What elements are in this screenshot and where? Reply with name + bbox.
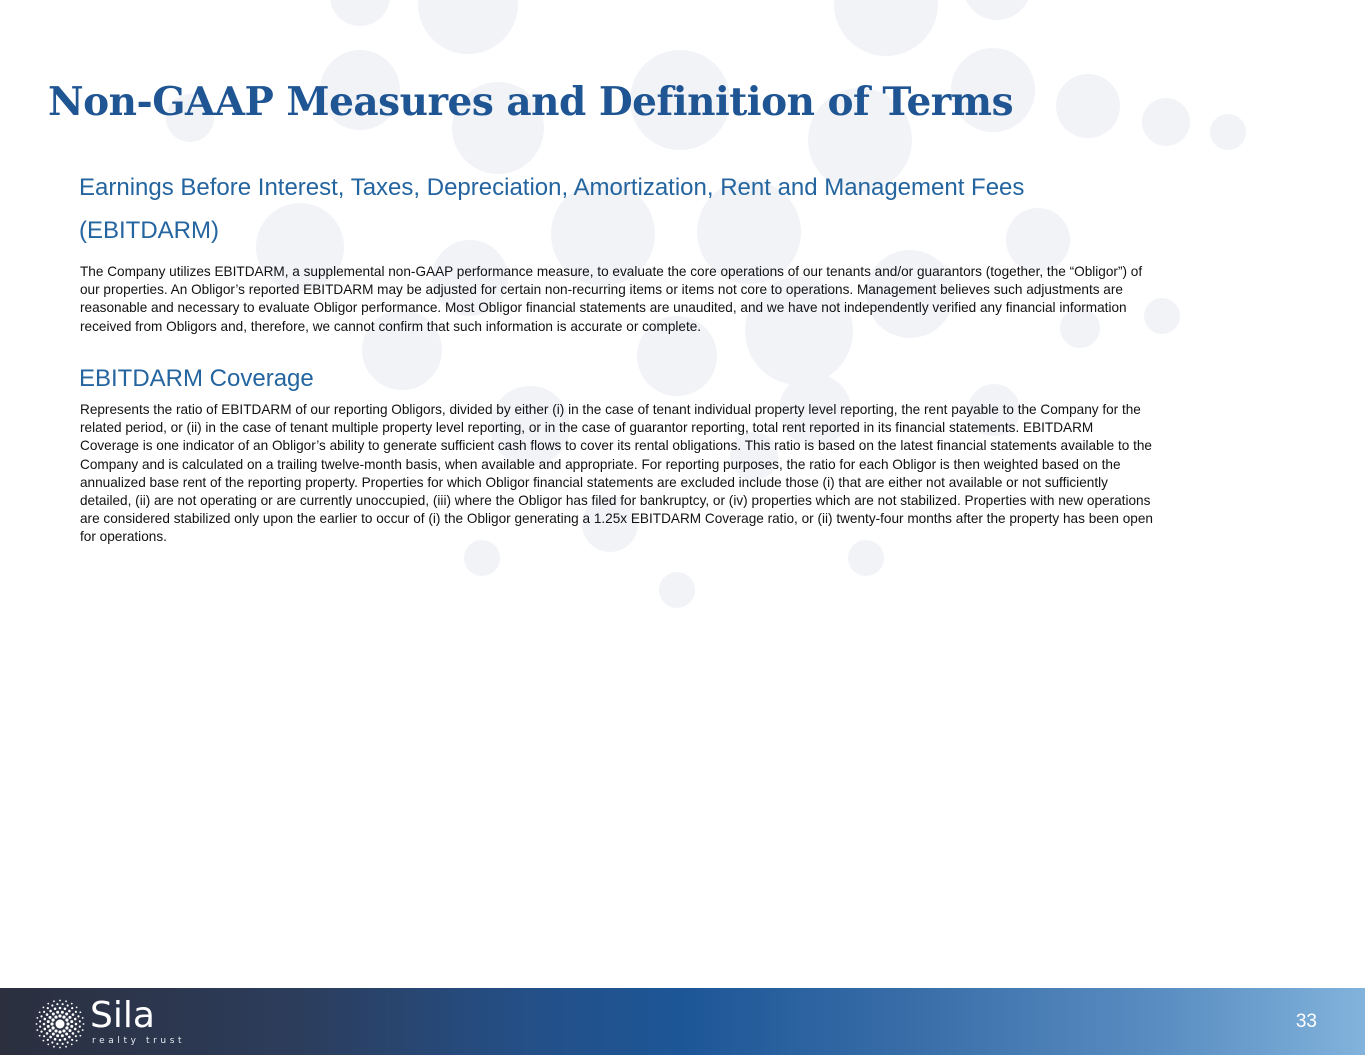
logo-ray-dot xyxy=(58,1030,61,1033)
logo-ray-dot xyxy=(77,1031,79,1033)
logo-ray-dot xyxy=(65,1013,68,1016)
logo-ray-dot xyxy=(56,1011,59,1014)
logo-ray-dot xyxy=(54,1007,57,1010)
section-heading-ebitdarm: Earnings Before Interest, Taxes, Depreciation, Amortization, Rent and Management Fees (EBITDARM) xyxy=(79,174,1025,244)
logo-ray-dot xyxy=(79,1026,81,1028)
logo-ray-dot xyxy=(52,1032,55,1035)
logo-ray-dot xyxy=(51,1018,54,1021)
logo-ray-dot xyxy=(54,1038,57,1041)
logo-ray-dot xyxy=(65,1018,68,1021)
logo-ray-dot xyxy=(47,1025,50,1028)
section-heading-ebitdarm-coverage: EBITDARM Coverage xyxy=(79,365,314,392)
logo-ray-dot xyxy=(53,1000,55,1002)
logo-ray-dot xyxy=(51,1041,53,1043)
section-body-ebitdarm: The Company utilizes EBITDARM, a supplemental non-GAAP performance measure, to evaluate the core operations of our tenants and/or guarantors (together, the “Obligor”) of our properties. An Obligor’s reported EBITDARM may be adjusted for certain non-recurring items or items not core to operations. Management believes such adjustments are reasonable and necessary to evaluate Obligor performance. Most Obligor financial statements are unaudited, and we have not independently verified any financial information received from Obligors and, therefore, we cannot confirm that such information is accurate or complete. xyxy=(80,264,1143,334)
logo-ray-dot xyxy=(79,1035,81,1037)
logo-ray-dot xyxy=(65,1000,67,1002)
logo-ray-dot xyxy=(59,1039,62,1042)
logo-ray-dot xyxy=(74,1018,77,1021)
logo-ray-dot xyxy=(71,1007,73,1009)
logo-ray-dot xyxy=(40,1031,42,1033)
section-body-ebitdarm-coverage: Represents the ratio of EBITDARM of our reporting Obligors, divided by either (i) in the case of tenant individual property level reporting, the rent payable to the Company for the related period, or (ii) in the case of tenant multiple property level reporting, or in the case of guarantor reporting, total rent reported in its financial statements. EBITDARM Coverage is one indicator of an Obligor’s ability to generate sufficient cash flows to cover its rental obligations. This ratio is based on the latest financial statements available to the Company and is calculated on a trailing twelve-month basis, when available and appropriate. For reporting purposes, the ratio for each Obligor is then weighted based on the annualized base rent of the reporting property. Properties for which Obligor financial statements are excluded include those (i) that are either not available or not sufficiently detailed, (ii) are not operating or are currently unoccupied, (iii) where the Obligor has filed for bankruptcy, or (iv) properties which are not stabilized. Properties with new operations are considered stabilized only upon the earlier to occur of (i) the Obligor generating a 1.25x EBITDARM Coverage ratio, or (ii) twenty-four months after the property has been open for operations. xyxy=(80,402,1153,545)
logo-ray-dot xyxy=(62,1003,64,1005)
logo-ray-dot xyxy=(68,1029,71,1032)
logo-ray-dot xyxy=(51,1026,54,1029)
logo-ray-dot xyxy=(56,1003,58,1005)
footer-bar xyxy=(0,988,1365,1055)
logo-ray-dot xyxy=(75,1035,77,1037)
logo-ray-dot xyxy=(53,1046,55,1048)
logo-ray-dot xyxy=(56,1034,59,1037)
logo-ray-dot xyxy=(58,1014,61,1017)
logo-ray-dot xyxy=(47,1003,49,1005)
logo-ray-dot xyxy=(56,1043,58,1045)
logo-ray-dot xyxy=(40,1015,42,1017)
logo-ray-dot xyxy=(59,1047,61,1049)
logo-ray-dot xyxy=(62,1015,65,1018)
logo-ray-dot xyxy=(70,1025,73,1028)
logo-ray-dot xyxy=(39,1035,41,1037)
logo-ray-dot xyxy=(43,1028,46,1031)
logo-wordmark: Sila xyxy=(90,995,155,1036)
logo-ray-dot xyxy=(50,1022,53,1025)
logo-ray-dot xyxy=(49,1036,52,1039)
logo-ray-dot xyxy=(47,1007,49,1009)
logo-ray-dot xyxy=(61,1011,64,1014)
company-logo xyxy=(34,996,184,1048)
logo-ray-dot xyxy=(49,1010,52,1013)
logo-ray-dot xyxy=(71,1003,73,1005)
logo-ray-dot xyxy=(75,1023,78,1026)
logo-ray-dot xyxy=(43,1011,45,1013)
logo-ray-dot xyxy=(70,1020,73,1023)
logo-ray-dot xyxy=(49,1016,52,1019)
logo-ray-dot xyxy=(43,1035,45,1037)
logo-ray-dot xyxy=(54,1015,57,1018)
logo-ray-dot xyxy=(67,1004,69,1006)
logo-ray-dot xyxy=(59,1007,62,1010)
logo-ray-dot xyxy=(74,1028,77,1031)
logo-ray-dot xyxy=(65,1032,68,1035)
logo-ray-dot xyxy=(51,1004,53,1006)
logo-ray-dot xyxy=(75,1011,77,1013)
logo-ray-dot xyxy=(49,1029,52,1032)
page-number: 33 xyxy=(1295,1011,1317,1032)
logo-ray-dot xyxy=(39,1011,41,1013)
logo-ray-dot xyxy=(72,1032,75,1035)
logo-ray-dot xyxy=(65,1046,67,1048)
logo-ray-dot xyxy=(79,1011,81,1013)
logo-ray-dot xyxy=(76,1040,78,1042)
page-title: Non-GAAP Measures and Definition of Terms xyxy=(48,79,1014,125)
logo-ray-dot xyxy=(47,1043,49,1045)
logo-ray-dot xyxy=(61,1034,64,1037)
logo-ray-dot xyxy=(65,1026,68,1029)
logo-ray-dot xyxy=(43,1023,46,1026)
logo-ray-dot xyxy=(66,1022,69,1025)
logo-ray-dot xyxy=(64,1007,67,1010)
logo-ray-dot xyxy=(72,1013,75,1016)
logo-ray-dot xyxy=(36,1017,38,1019)
logo-ray-dot xyxy=(68,1010,71,1013)
logo-ray-dot xyxy=(68,1016,71,1019)
logo-ray-dot xyxy=(62,1029,65,1032)
logo-tagline: realty trust xyxy=(92,1036,186,1046)
logo-ray-dot xyxy=(68,1036,71,1039)
logo-ray-dot xyxy=(71,1043,73,1045)
logo-ray-dot xyxy=(82,1017,84,1019)
logo-ray-dot xyxy=(64,1038,67,1041)
logo-ray-dot xyxy=(36,1023,38,1025)
logo-ray-dot xyxy=(36,1029,38,1031)
logo-ray-dot xyxy=(82,1029,84,1031)
logo-ray-dot xyxy=(77,1015,79,1017)
sunburst-logo-icon xyxy=(34,998,86,1050)
logo-ray-dot xyxy=(39,1026,41,1028)
logo-ray-dot xyxy=(47,1020,50,1023)
logo-ray-dot xyxy=(79,1020,81,1022)
logo-ray-dot xyxy=(42,1006,44,1008)
logo-ray-dot xyxy=(83,1023,85,1025)
logo-ray-dot xyxy=(47,1039,49,1041)
logo-ray-dot xyxy=(54,1029,57,1032)
logo-ray-dot xyxy=(71,1039,73,1041)
logo-ray-dot xyxy=(46,1013,49,1016)
logo-ray-dot xyxy=(52,1013,55,1016)
logo-ray-dot xyxy=(67,1041,69,1043)
logo-ray-dot xyxy=(39,1020,41,1022)
logo-ray-dot xyxy=(76,1006,78,1008)
logo-ray-dot xyxy=(62,1043,64,1045)
logo-ray-dot xyxy=(46,1032,49,1035)
logo-ray-dot xyxy=(43,1018,46,1021)
logo-ray-dot xyxy=(59,1000,61,1002)
logo-ray-dot xyxy=(42,1040,44,1042)
